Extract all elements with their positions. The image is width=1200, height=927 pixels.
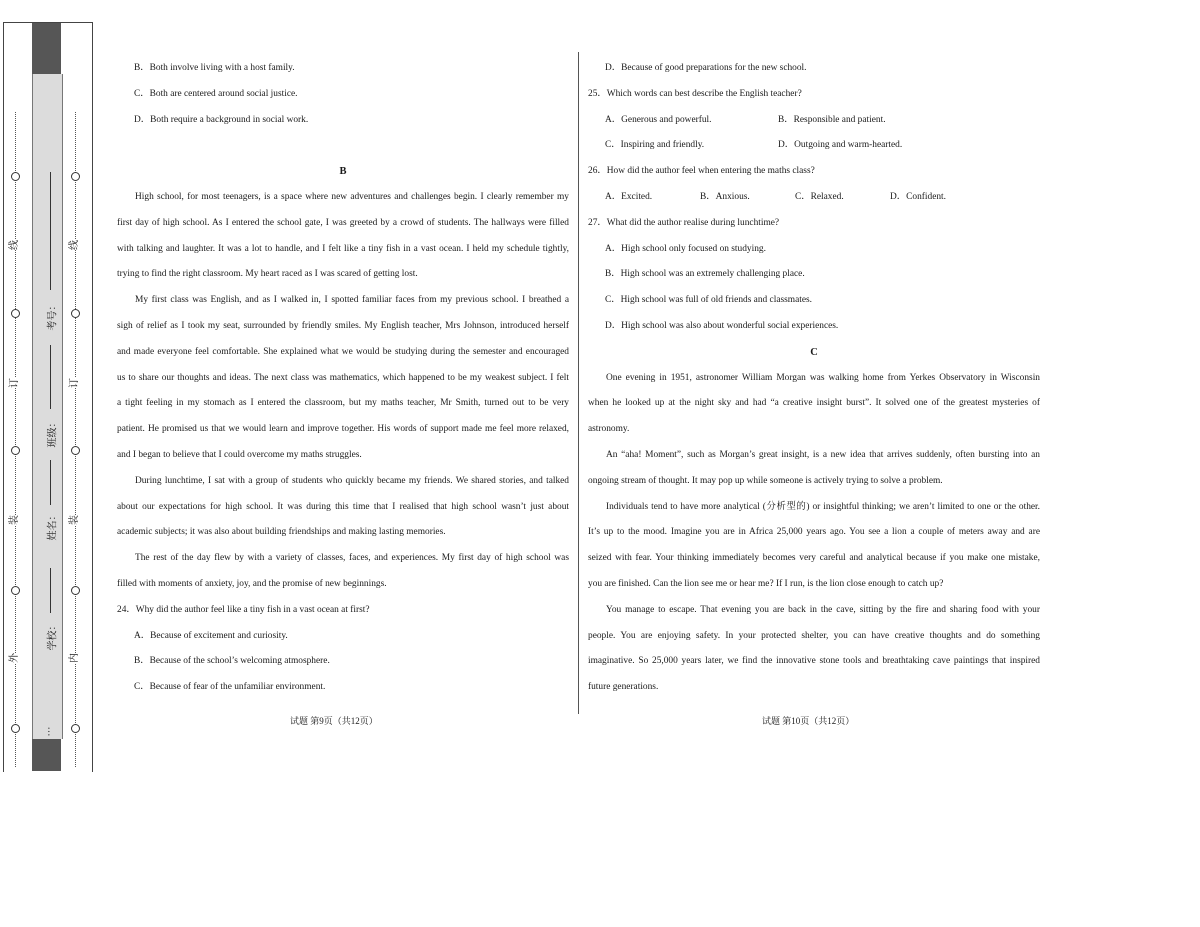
left-page-footer: 试题 第9页（共12页）: [290, 716, 378, 726]
passage-line: You manage to escape. That evening you are back in the cave, sitting by the fire and sharing food with your: [606, 604, 1040, 615]
passage-line: ongoing stream of thought. It may pop up while someone is actively trying to solve a problem.: [588, 475, 943, 486]
passage-line: and made everyone feel comfortable. She explained what we would be studying during the semester and encouraged: [117, 346, 569, 357]
passage-line: us to share our thoughts and ideas. The next class was mathematics, which happened to be my weakest subject. I felt: [117, 372, 569, 383]
option-item: D．Confident.: [890, 191, 946, 202]
passage-line: about our expectations for high school. It was during this time that I realised that high school wasn’t just about: [117, 501, 569, 512]
margin-bottom-block: [32, 739, 61, 771]
school-field-label: 学校：: [47, 620, 59, 651]
passage-line: astronomy.: [588, 424, 630, 435]
passage-line: and I began to believe that I could overcome my maths struggles.: [117, 449, 362, 460]
option-item: B．Responsible and patient.: [778, 114, 886, 125]
blank-line: [117, 135, 569, 161]
inner-dotted-cut-line: [75, 112, 76, 767]
margin-top-block: [32, 23, 61, 74]
option-row: [588, 110, 1040, 136]
outer-binding-hole-icon: [11, 586, 20, 595]
inner-margin-char: 线: [69, 240, 80, 250]
inner-binding-hole-icon: [71, 724, 80, 733]
passage-line: trying to find the right classroom. My heart raced as I was scared of getting lost.: [117, 269, 418, 280]
passage-line: High school, for most teenagers, is a space where new adventures and challenges begin. I clearly remember my: [135, 191, 569, 202]
inner-binding-hole-icon: [71, 172, 80, 181]
outer-margin-char: 外: [9, 653, 20, 663]
inner-binding-hole-icon: [71, 446, 80, 455]
option-item: C．Relaxed.: [795, 191, 844, 202]
inner-binding-hole-icon: [71, 309, 80, 318]
passage-line: My first class was English, and as I walked in, I spotted familiar faces from my previous school. I breathed a: [135, 295, 569, 306]
section-heading: B: [339, 166, 347, 178]
option-item: A．Excited.: [605, 191, 653, 202]
passage-line: academic subjects; it was also about building friendships and making lasting memories.: [117, 527, 446, 538]
inner-margin-char: 订: [69, 378, 80, 388]
question-stem: 24．Why did the author feel like a tiny fish in a vast ocean at first?: [117, 604, 370, 615]
name-field-label: 姓名：: [47, 510, 59, 541]
option-row: [588, 135, 1040, 161]
option-item: D．Outgoing and warm-hearted.: [778, 140, 903, 151]
passage-line: An “aha! Moment”, such as Morgan’s great insight, is a new idea that arrives suddenly, often bursting into an: [606, 449, 1040, 460]
question-stem: 27．What did the author realise during lunchtime?: [588, 217, 780, 228]
class-field-label: 班级：: [47, 417, 59, 448]
passage-line: Individuals tend to have more analytical (分析型的) or insightful thinking; we aren’t limited to one or the other.: [606, 501, 1040, 512]
passage-line: with talking and laughter. It was a lot to handle, and I felt like a tiny fish in a vast ocean. I held my schedule tightly,: [117, 243, 569, 254]
passage-line: you are finished. Can the lion see me or hear me? If I run, is the lion close enough to catch up?: [588, 578, 944, 589]
answer-option: C．Because of fear of the unfamiliar environment.: [134, 682, 326, 693]
school-field-line: [50, 568, 51, 613]
passage-line: One evening in 1951, astronomer William Morgan was walking home from Yerkes Observatory in Wisconsin: [606, 372, 1040, 383]
passage-line: The rest of the day flew by with a variety of classes, faces, and experiences. My first day of high school was: [135, 553, 569, 564]
question-stem: 25．Which words can best describe the English teacher?: [588, 88, 802, 99]
answer-option: B．Because of the school’s welcoming atmosphere.: [134, 656, 330, 667]
answer-option: D．High school was also about wonderful social experiences.: [605, 320, 839, 331]
outer-dotted-cut-line: [15, 112, 16, 767]
right-page-footer: 试题 第10页（共12页）: [762, 716, 855, 726]
outer-binding-hole-icon: [11, 172, 20, 181]
answer-option: A．High school only focused on studying.: [605, 243, 766, 254]
section-heading: C: [810, 346, 818, 358]
passage-line: During lunchtime, I sat with a group of students who quickly became my friends. We shared stories, and talked: [135, 475, 569, 486]
margin-bottom-mark: …: [41, 726, 53, 737]
passage-line: when he looked up at the night sky and had “a creative insight burst”. It solved one of the greatest mysteries of: [588, 398, 1040, 409]
class-field-line: [50, 345, 51, 409]
answer-option: B．High school was an extremely challenging place.: [605, 269, 805, 280]
answer-option: C．Both are centered around social justice.: [134, 88, 298, 99]
answer-option: D．Both require a background in social work.: [134, 114, 309, 125]
passage-line: It’s up to the mood. Imagine you are in Africa 25,000 years ago. You see a lion a couple of meters away and are: [588, 527, 1040, 538]
passage-line: a tight feeling in my stomach as I entered the classroom, but my maths teacher, Mr Smith, turned out to be very: [117, 398, 569, 409]
exam-no-field-line: [50, 172, 51, 290]
outer-margin-char: 线: [9, 240, 20, 250]
outer-margin-char: 订: [9, 378, 20, 388]
answer-option: A．Because of excitement and curiosity.: [134, 630, 288, 641]
passage-line: sigh of relief as I took my seat, surrounded by friendly smiles. My English teacher, Mrs Johnson, introduced herself: [117, 320, 569, 331]
passage-line: filled with moments of anxiety, joy, and the promise of new beginnings.: [117, 578, 387, 589]
passage-line: seized with fear. Your thinking immediately becomes very careful and analytical because if you make one mistake,: [588, 553, 1040, 564]
outer-binding-hole-icon: [11, 309, 20, 318]
outer-binding-hole-icon: [11, 446, 20, 455]
answer-option: D．Because of good preparations for the new school.: [605, 63, 807, 73]
inner-margin-char: 装: [69, 515, 80, 525]
outer-margin-char: 装: [9, 515, 20, 525]
page-divider: [578, 52, 579, 714]
inner-binding-hole-icon: [71, 586, 80, 595]
passage-line: imaginative. So 25,000 years later, we find the innovative stone tools and breathtaking cave paintings that inspired: [588, 656, 1040, 667]
answer-option: C．High school was full of old friends and classmates.: [605, 295, 812, 306]
inner-margin-char: 内: [69, 653, 80, 663]
left-page: [117, 58, 569, 703]
answer-option: B．Both involve living with a host family.: [134, 63, 295, 73]
option-item: A．Generous and powerful.: [605, 114, 712, 125]
outer-binding-hole-icon: [11, 724, 20, 733]
passage-line: people. You are enjoying safety. In your protected shelter, you can have creative thoughts and do something: [588, 630, 1040, 641]
option-row: [588, 187, 1040, 213]
right-page: [588, 58, 1040, 703]
name-field-line: [50, 460, 51, 505]
option-item: B．Anxious.: [700, 191, 750, 202]
option-item: C．Inspiring and friendly.: [605, 140, 705, 151]
passage-line: future generations.: [588, 682, 659, 693]
question-stem: 26．How did the author feel when entering the maths class?: [588, 166, 815, 177]
exam-no-field-label: 考号：: [47, 300, 59, 331]
passage-line: patient. He promised us that we would learn and improve together. His words of support made me feel more relaxed,: [117, 424, 569, 435]
passage-line: first day of high school. As I entered the school gate, I was greeted by a crowd of students. The hallways were filled: [117, 217, 569, 228]
